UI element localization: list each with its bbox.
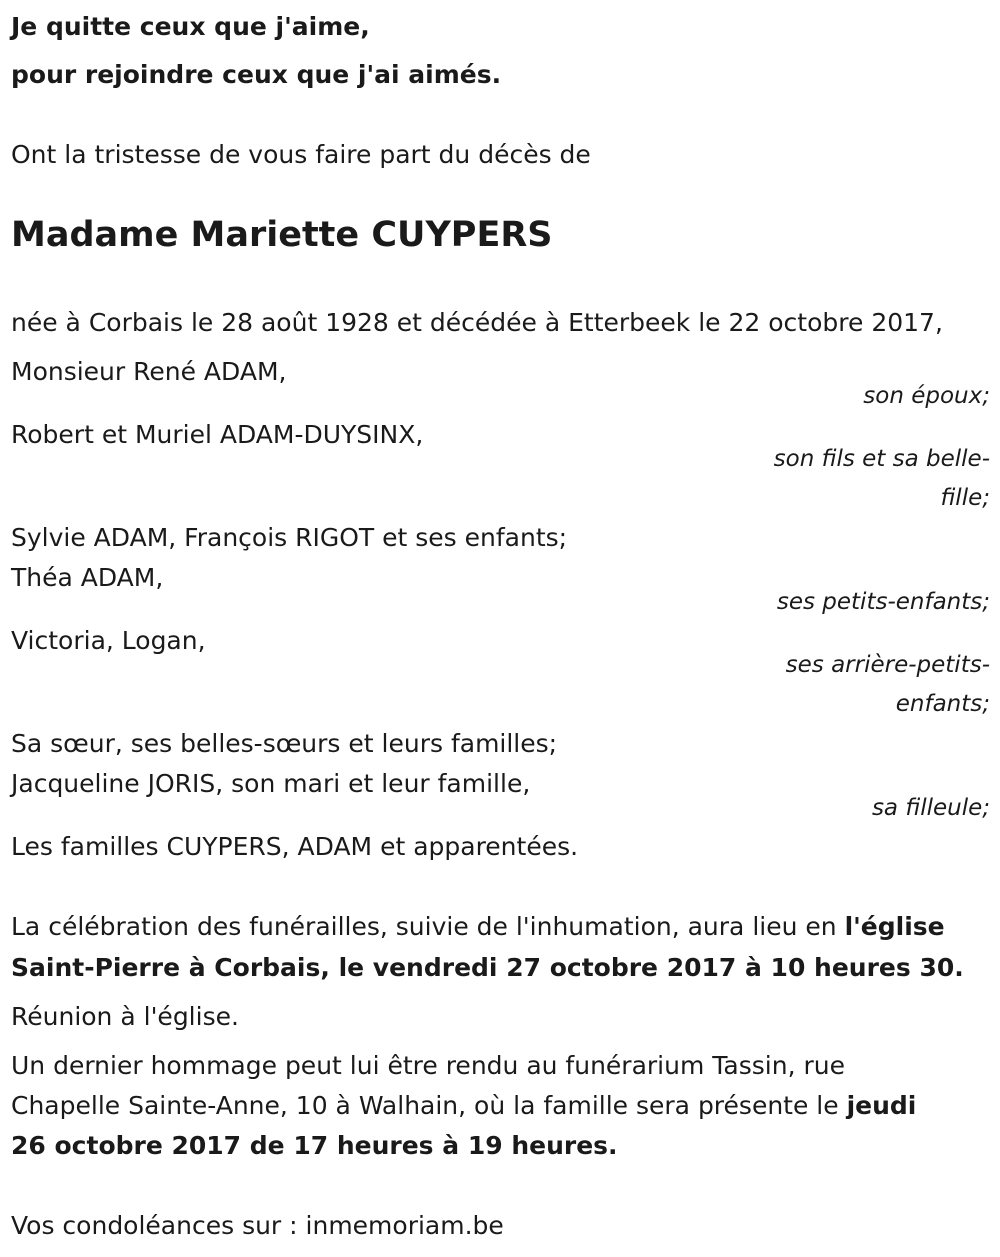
family-relation-1-line-1: son fils et sa belle- (773, 446, 990, 472)
ceremony-location-start: l'église (844, 912, 945, 941)
tribute-day: jeudi (846, 1091, 917, 1120)
tribute-line-1: Un dernier hommage peut lui être rendu au funérarium Tassin, rue (11, 1051, 845, 1080)
ceremony-text: La célébration des funérailles, suivie de l'inhumation, aura lieu en (11, 912, 845, 941)
intro-text: Ont la tristesse de vous faire part du décès de (11, 140, 591, 169)
family-relation-0: son époux; (863, 383, 990, 409)
family-names-4-line-2: Jacqueline JORIS, son mari et leur famille, (11, 769, 531, 798)
ceremony-line-1 (11, 911, 990, 943)
family-relation-3-line-2: enfants; (895, 691, 990, 717)
family-relation-2: ses petits-enfants; (776, 589, 990, 615)
epigraph-line-2: pour rejoindre ceux que j'ai aimés. (11, 60, 502, 89)
ceremony-line-2: Saint-Pierre à Corbais, le vendredi 27 octobre 2017 à 10 heures 30. (11, 953, 964, 982)
epigraph-line-1: Je quitte ceux que j'aime, (11, 12, 370, 41)
family-names-5: Les familles CUYPERS, ADAM et apparentées. (11, 832, 579, 861)
family-names-2-line-1: Sylvie ADAM, François RIGOT et ses enfants; (11, 523, 568, 552)
family-names-4-line-1: Sa sœur, ses belles-sœurs et leurs familles; (11, 729, 558, 758)
family-names-3: Victoria, Logan, (11, 626, 206, 655)
condolences-text: Vos condoléances sur : inmemoriam.be (11, 1211, 504, 1240)
family-names-0: Monsieur René ADAM, (11, 357, 287, 386)
family-names-2-line-2: Théa ADAM, (11, 563, 164, 592)
tribute-line-3: 26 octobre 2017 de 17 heures à 19 heures. (11, 1131, 618, 1160)
deceased-name: Madame Mariette CUYPERS (11, 215, 553, 255)
tribute-text: Chapelle Sainte-Anne, 10 à Walhain, où la famille sera présente le (11, 1091, 847, 1120)
birth-death-text: née à Corbais le 28 août 1928 et décédée à Etterbeek le 22 octobre 2017, (11, 308, 943, 337)
family-names-1: Robert et Muriel ADAM-DUYSINX, (11, 420, 424, 449)
tribute-line-2 (11, 1090, 990, 1122)
family-relation-3-line-1: ses arrière-petits- (785, 652, 990, 678)
family-relation-4: sa filleule; (871, 795, 990, 821)
family-relation-1-line-2: fille; (940, 485, 990, 511)
meeting-text: Réunion à l'église. (11, 1002, 239, 1031)
